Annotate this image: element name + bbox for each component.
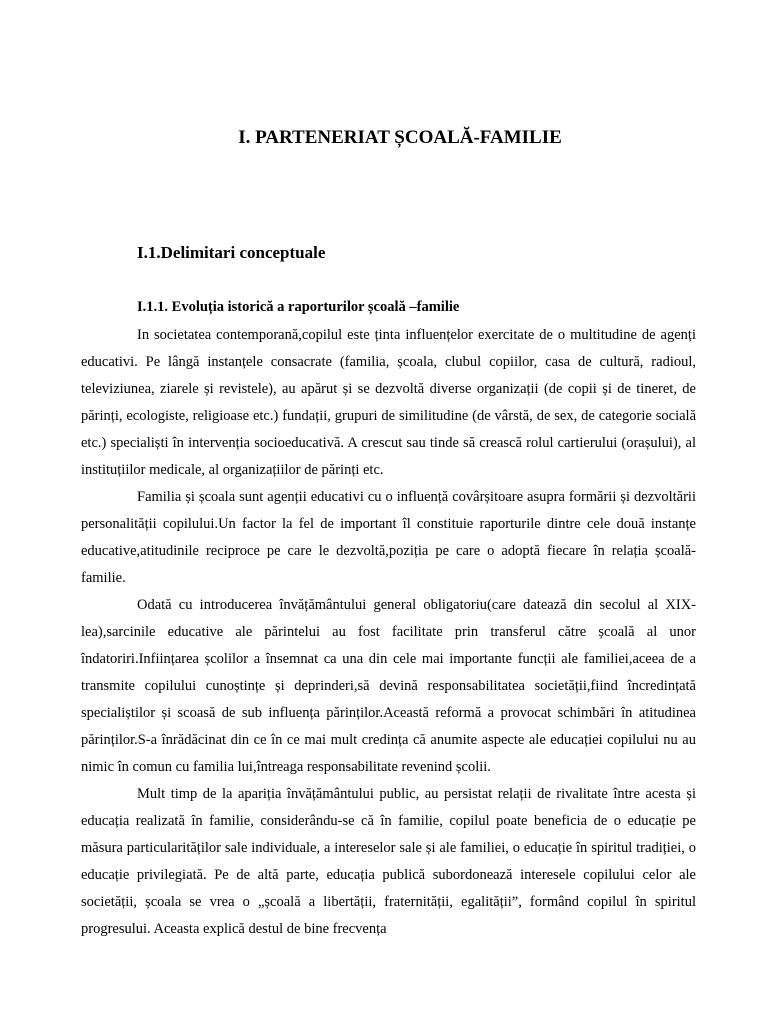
paragraph-text: Odată cu introducerea învățământului general obligatoriu(care datează din secolul al XIX-lea),sarcinile educative ale părintelui au fost facilitate prin transferul către școală al unor îndatoriri.Inființarea școlilor a însemnat ca una din cele mai importante funcții ale familiei,aceea de a transmite copilului cunoștințe și deprinderi,să devină responsabilitatea societății,fiind încredințată specialiștilor și scoasă de sub influența părinților.Această reformă a provocat schimbări în atitudinea părinților.S-a înrădăcinat din ce în ce mai mult credința că anumite aspecte ale educației copilului nu au nimic în comun cu familia lui,întreaga responsabilitate revenind școlii. (81, 597, 696, 775)
paragraph (81, 781, 696, 943)
paragraph-text: Mult timp de la apariția învățământului public, au persistat relații de rivalitate între acesta și educația realizată în familie, considerându-se că în familie, copilul poate beneficia de o educație pe măsura particularităților sale individuale, a intereselor sale și ale familiei, o educație în spiritul tradiției, o educație privilegiată. Pe de altă parte, educația publică subordonează interesele copilului celor ale societății, școala se vrea o „școală a libertății, fraternității, egalității”, formând copilul în spiritul progresului. Aceasta explică destul de bine frecvența (81, 786, 696, 937)
section-heading: I.1.Delimitari conceptuale (137, 243, 326, 262)
paragraph (81, 322, 696, 484)
paragraph (81, 484, 696, 592)
subsection-heading: I.1.1. Evoluția istorică a raporturilor școală –familie (137, 299, 460, 315)
paragraph-text: Familia și școala sunt agenții educativi cu o influență covârșitoare asupra formării și dezvoltării personalității copilului.Un factor la fel de important îl constituie raporturile dintre cele două instanțe educative,atitudinile reciproce pe care le dezvoltă,poziția pe care o adoptă fiecare în relația școală-familie. (81, 489, 696, 586)
body-text (81, 322, 696, 943)
paragraph (81, 592, 696, 781)
paragraph-text: In societatea contemporană,copilul este ținta influențelor exercitate de o multitudine de agenți educativi. Pe lângă instanțele consacrate (familia, școala, clubul copiilor, casa de cultură, radioul, televiziunea, ziarele și revistele), au apărut și se dezvoltă diverse organizații (de copii și de tineret, de părinți, ecologiste, religioase etc.) fundații, grupuri de similitudine (de vârstă, de sex, de categorie socială etc.) specialiști în intervenția socioeducativă. A crescut sau tinde să crească rolul cartierului (orașului), al instituțiilor medicale, al organizațiilor de părinți etc. (81, 327, 696, 478)
page-title: I. PARTENERIAT ȘCOALĂ-FAMILIE (238, 127, 562, 148)
